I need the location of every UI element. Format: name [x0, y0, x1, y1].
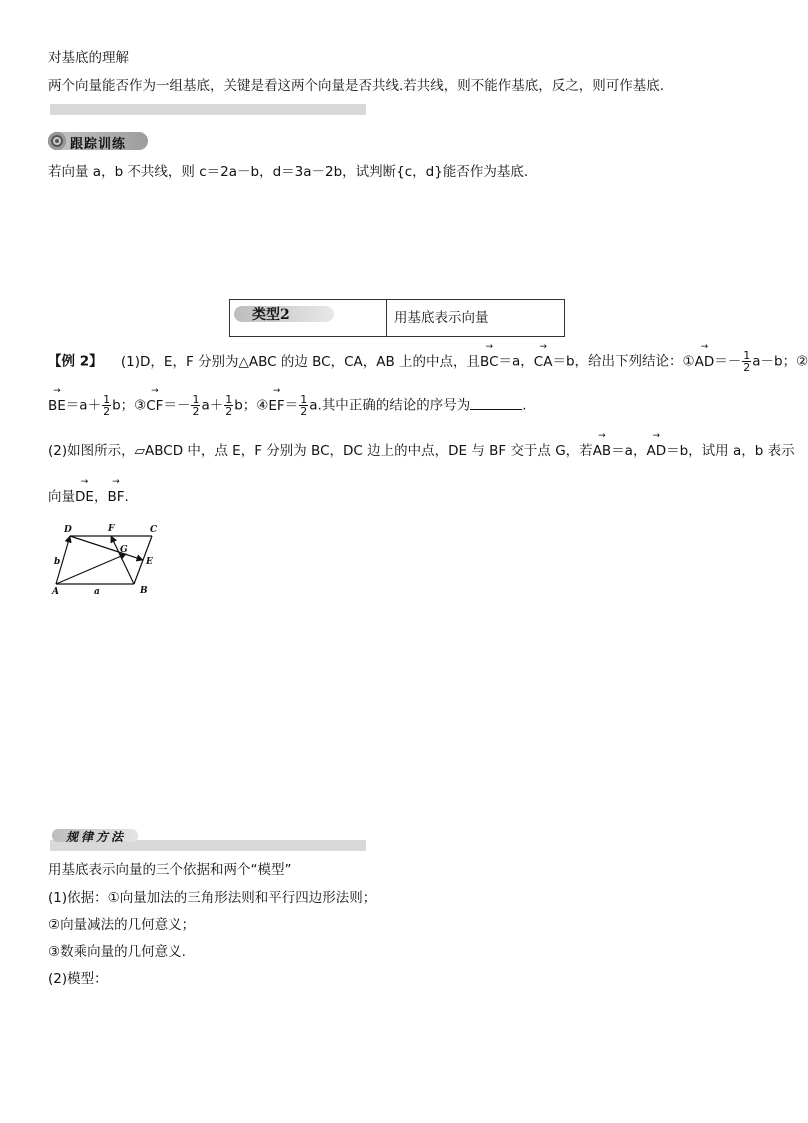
eq-a: ＝a，: [498, 353, 534, 370]
p2-line2-a: 向量: [48, 489, 75, 505]
vector-ef: → EF: [268, 397, 284, 415]
understanding-text: 两个向量能否作为一组基底，关键是看这两个向量是否共线.若共线，则不能作基底，反之，则可作基底.: [48, 78, 665, 94]
vector-bc: → BC: [480, 353, 498, 371]
method-item-3: ③数乘向量的几何意义.: [48, 944, 186, 960]
be-tail: b；③: [112, 397, 147, 414]
label-f: F: [108, 524, 115, 534]
parallelogram-figure: [44, 520, 174, 600]
p2-end: .: [124, 489, 129, 505]
ef-tail: a.其中正确的结论的序号为: [309, 397, 471, 414]
label-b-vector: b: [54, 557, 61, 567]
label-a-vector: a: [94, 587, 100, 597]
example-line-2: [48, 394, 527, 417]
p2-intro: (2)如图所示，▱ABCD 中，点 E，F 分别为 BC，DC 边上的中点，DE 与 BF 交于点 G，若: [48, 443, 593, 459]
method-badge-label: 规律方法: [66, 830, 127, 844]
understanding-title: 对基底的理解: [48, 50, 129, 66]
type-tag-area: [230, 300, 387, 336]
vector-de: → DE: [75, 488, 94, 506]
label-c: C: [150, 525, 158, 535]
label-d: D: [64, 525, 72, 535]
fraction-half: $\frac{1}{2}$: [300, 393, 308, 418]
example-part2-line-2: [48, 488, 129, 506]
comma: ，: [93, 489, 108, 505]
example-part2-line-1: [48, 442, 795, 460]
p1-intro: (1)D，E，F 分别为△ABC 的边 BC，CA，AB 上的中点，且: [120, 353, 481, 370]
vector-cf: → CF: [146, 397, 163, 415]
ef-eq: ＝: [284, 397, 299, 414]
segment-de: [70, 536, 143, 560]
eq-ad: ＝－: [714, 353, 742, 370]
example-label: 【例 2】: [48, 353, 103, 370]
cf-eq: ＝－: [163, 397, 191, 414]
method-item-2: ②向量减法的几何意义；: [48, 917, 196, 933]
vector-ad: → AD: [695, 353, 715, 371]
fraction-half: $\frac{1}{2}$: [225, 393, 233, 418]
fraction-half: $\frac{1}{2}$: [103, 393, 111, 418]
end-dot: .: [522, 397, 527, 414]
label-e: E: [146, 557, 153, 567]
be-eq: ＝a＋: [65, 397, 102, 414]
ad2-eq: ＝b，试用 a，b 表示: [666, 443, 795, 459]
training-problem: 若向量 a，b 不共线，则 c＝2a－b，d＝3a－2b，试判断{c，d}能否作为基底.: [48, 164, 529, 180]
ad-tail: a－b；②: [752, 353, 808, 370]
answer-blank[interactable]: [470, 397, 522, 410]
divider-bar: [50, 104, 366, 115]
fraction-half: $\frac{1}{2}$: [192, 393, 200, 418]
type-header-box: [229, 299, 565, 337]
ab-eq: ＝a，: [611, 443, 647, 459]
vector-ca: → CA: [534, 353, 553, 371]
label-b-point: B: [140, 586, 148, 596]
vector-bf: → BF: [107, 488, 124, 506]
diagonal-ag: [56, 554, 126, 584]
cf-tail: b；④: [234, 397, 269, 414]
method-item-1: (1)依据：①向量加法的三角形法则和平行四边形法则；: [48, 890, 377, 906]
vector-ab: → AB: [593, 442, 612, 460]
type-title: 用基底表示向量: [394, 310, 489, 326]
cf-mid: a＋: [201, 397, 224, 414]
target-icon: [48, 132, 66, 150]
method-item-4: (2)模型：: [48, 971, 108, 987]
eq-b: ＝b，给出下列结论：①: [552, 353, 695, 370]
vector-be: → BE: [48, 397, 66, 415]
method-title: 用基底表示向量的三个依据和两个“模型”: [48, 862, 292, 878]
label-g: G: [120, 545, 128, 555]
example-line-1: [48, 350, 808, 373]
training-badge-label: 跟踪训练: [70, 137, 127, 152]
segment-bf: [111, 536, 134, 584]
vector-ad-2: → AD: [646, 442, 666, 460]
type-tag-label: 类型2: [252, 307, 290, 323]
label-a-point: A: [52, 587, 59, 597]
fraction-half: $\frac{1}{2}$: [743, 349, 751, 374]
